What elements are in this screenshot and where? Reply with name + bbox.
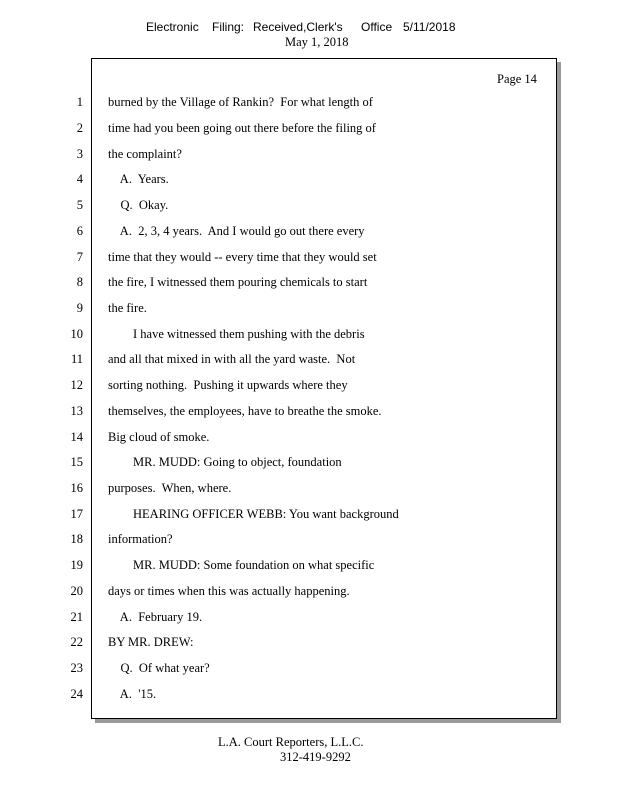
line-text: Q. Okay.: [108, 198, 169, 212]
line-number: 7: [76, 250, 83, 264]
line-text: A. Years.: [108, 172, 169, 186]
line-text: BY MR. DREW:: [108, 635, 194, 649]
stamp-office: Office: [361, 20, 393, 34]
line-text: information?: [108, 532, 173, 546]
line-number: 4: [76, 172, 83, 186]
line-number: 12: [70, 378, 83, 392]
line-text: MR. MUDD: Some foundation on what specific: [108, 558, 375, 572]
stamp-date: 5/11/2018: [403, 20, 456, 34]
line-number: 18: [70, 532, 83, 546]
line-number: 3: [76, 147, 83, 161]
line-text: themselves, the employees, have to breathe the smoke.: [108, 404, 382, 418]
line-number: 2: [76, 121, 83, 135]
line-text: burned by the Village of Rankin? For what length of: [108, 95, 373, 109]
line-number: 16: [70, 481, 83, 495]
line-number: 11: [70, 352, 83, 366]
line-number: 13: [70, 404, 83, 418]
line-text: the fire.: [108, 301, 147, 315]
line-text: I have witnessed them pushing with the debris: [108, 327, 365, 341]
line-text: Big cloud of smoke.: [108, 430, 210, 444]
line-number: 6: [76, 224, 83, 238]
line-text: A. '15.: [108, 687, 157, 701]
line-text: sorting nothing. Pushing it upwards where they: [108, 378, 348, 392]
line-number: 19: [70, 558, 83, 572]
line-text: the complaint?: [108, 147, 182, 161]
line-text: and all that mixed in with all the yard waste. Not: [108, 352, 356, 366]
line-number: 21: [70, 610, 83, 624]
line-number: 20: [70, 584, 83, 598]
line-number: 15: [70, 455, 83, 469]
line-number: 24: [70, 687, 83, 701]
reporter-phone: 312-419-9292: [280, 750, 351, 764]
line-text: Q. Of what year?: [108, 661, 210, 675]
line-text: A. 2, 3, 4 years. And I would go out there every: [108, 224, 365, 238]
line-text: time had you been going out there before the filing of: [108, 121, 376, 135]
line-number: 10: [70, 327, 83, 341]
line-number: 14: [70, 430, 83, 444]
line-text: MR. MUDD: Going to object, foundation: [108, 455, 342, 469]
reporter-company: L.A. Court Reporters, L.L.C.: [218, 735, 364, 749]
line-text: A. February 19.: [108, 610, 203, 624]
stamp-electronic: Electronic: [146, 20, 199, 34]
line-text: time that they would -- every time that they would set: [108, 250, 377, 264]
filing-stamp: [0, 20, 618, 36]
stamp-received-clerks: Received,Clerk's: [253, 20, 343, 34]
line-text: the fire, I witnessed them pouring chemicals to start: [108, 275, 368, 289]
line-number: 23: [70, 661, 83, 675]
page-number: Page 14: [497, 72, 537, 86]
line-number: 9: [76, 301, 83, 315]
line-text: purposes. When, where.: [108, 481, 232, 495]
line-number: 5: [76, 198, 83, 212]
line-text: days or times when this was actually happening.: [108, 584, 350, 598]
line-number: 22: [70, 635, 83, 649]
line-number: 1: [76, 95, 83, 109]
stamp-filing: Filing:: [212, 20, 245, 34]
line-number: 8: [76, 275, 83, 289]
transcript-date: May 1, 2018: [285, 35, 349, 49]
line-number: 17: [70, 507, 83, 521]
line-text: HEARING OFFICER WEBB: You want background: [108, 507, 399, 521]
